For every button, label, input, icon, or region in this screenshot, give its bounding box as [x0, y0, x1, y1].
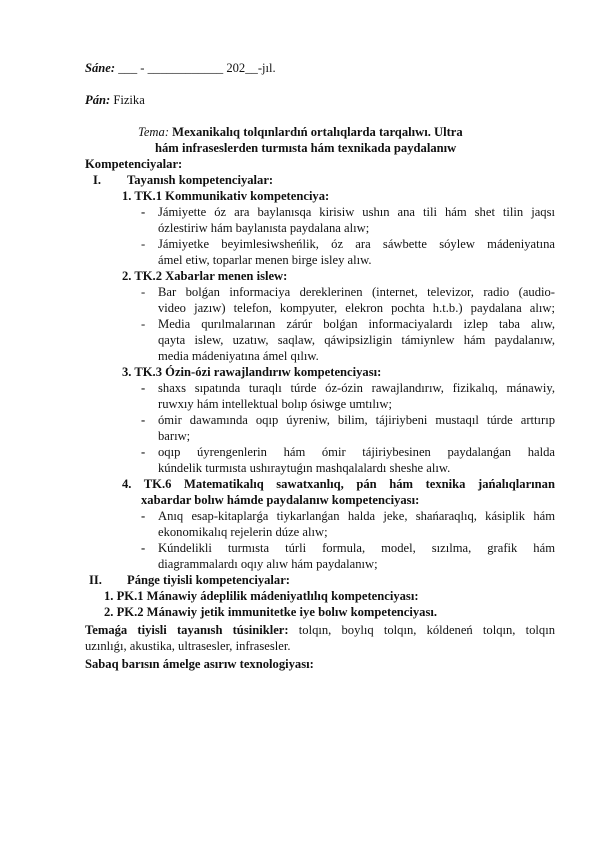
tk1-bullet2-line2: ámel etiw, toparlar menen birge isley alıw. [158, 253, 372, 267]
tk6-bullet2-line2: diagrammalardı oqıy alıw hám paydalanıw; [158, 557, 378, 571]
tk6-bullet1-line1: Anıq esap-kitaplarǵa tiykarlanǵan halda jeke, shańaraqlıq, kásiplik hám [158, 509, 555, 523]
bullet-dash: - [141, 237, 146, 251]
topic-line-2: hám infraseslerden turmısta hám texnikada paydalanıw [155, 141, 457, 155]
concepts-label: Temaǵa tiyisli tayanısh túsinikler: [85, 623, 289, 637]
section1-title: Tayanısh kompetenciyalar: [127, 173, 274, 187]
concepts-line2: uzınlıǵı, akustika, ultrasesler, infrasesler. [85, 639, 291, 653]
topic-label: Tema: [138, 125, 170, 139]
tk3-bullet2-line2: barıw; [158, 429, 191, 443]
tk2-bullet1-line1: Bar bolǵan informaciya dereklerinen (internet, televizor, radio (audio- [158, 285, 555, 299]
bullet-dash: - [141, 509, 146, 523]
tk1-bullet1-line1: Jámiyette óz ara baylanısqa kirisiw ushın ana tili hám shet tilin jaqsı [158, 205, 555, 219]
section1-number: I. [93, 173, 102, 187]
section2-number: II. [89, 573, 102, 587]
subject-line [85, 92, 145, 108]
date-label: Sáne: [85, 61, 116, 75]
concepts-text-1: tolqın, boylıq tolqın, kóldeneń tolqın, tolqın [288, 623, 555, 637]
tk6-bullet1-line2: ekonomikalıq rejelerin dúze alıw; [158, 525, 328, 539]
tk3-bullet3-line2: kúndelik turmısta ushıraytuǵın mashqalalardı sheshe alıw. [158, 461, 451, 475]
tk3-title: 3. TK.3 Ózin-ózi rawajlandırıw kompetenciyası: [122, 365, 382, 379]
tk6-title-line1: 4. TK.6 Matematikalıq sawatxanlıq, pán hám texnika jańalıqlarınan [122, 477, 555, 491]
bullet-dash: - [141, 285, 146, 299]
tk3-bullet1-line1: shaxs sıpatında turaqlı túrde óz-ózin rawajlandırıw, fizikalıq, mánawiy, [158, 381, 555, 395]
subject-label: Pán: [85, 93, 111, 107]
tk2-bullet1-line2: video jazıw) telefon, kompyuter, elekron pochta h.t.b.) paydalana alıw; [158, 301, 555, 315]
tk2-title: 2. TK.2 Xabarlar menen islew: [122, 269, 288, 283]
tk6-bullet2-line1: Kúndelikli turmısta túrli formula, model, sızılma, grafik hám [158, 541, 555, 555]
tk3-bullet1-line2: ruwxıy hám intellektual bolıp ósiwge umtılıw; [158, 397, 393, 411]
tk2-bullet2-line3: media mádeniyatına ámel qılıw. [158, 349, 319, 363]
date-value: ___ - ____________ 202__-jıl. [115, 61, 276, 75]
bullet-dash: - [141, 541, 146, 555]
bullet-dash: - [141, 445, 146, 459]
tk3-bullet3-line1: oqıp úyrengenlerin hám ómir tájiriybesinen paydalanǵan halda [158, 445, 555, 459]
bullet-dash: - [141, 205, 146, 219]
tk3-bullet2-line1: ómir dawamında oqıp úyreniw, bilim, tájiriybeni mustaqıl túrde arttırıp [158, 413, 555, 427]
competencies-heading: Kompetenciyalar: [85, 157, 183, 171]
topic-line-1 [138, 124, 463, 140]
tk1-bullet2-line1: Jámiyetke beyimlesiwsheńlik, óz ara sáwbette sóylew mádeniyatına [158, 237, 555, 251]
topic-text-1: Mexanikalıq tolqınlardıń ortalıqlarda tarqalıwı. Ultra [169, 125, 463, 139]
pk1-title: 1. PK.1 Mánawiy ádeplilik mádeniyatlılıq kompetenciyası: [104, 589, 419, 603]
tk2-bullet2-line1: Media qurılmalarınan zárúr bolǵan informaciyalardı izlep taba alıw, [158, 317, 555, 331]
section2-title: Pánge tiyisli kompetenciyalar: [127, 573, 290, 587]
tk6-title-line2: xabardar bolıw hámde paydalanıw kompetenciyası: [141, 493, 420, 507]
subject-value: Fizika [110, 93, 145, 107]
bullet-dash: - [141, 381, 146, 395]
tk1-bullet1-line2: ózlestiriw hám baylanısta paydalana alıw; [158, 221, 370, 235]
tk1-title: 1. TK.1 Kommunikativ kompetenciya: [122, 189, 330, 203]
date-line [85, 60, 276, 76]
bullet-dash: - [141, 413, 146, 427]
concepts-line1 [85, 622, 555, 638]
tk2-bullet2-line2: qayta islew, uzatıw, saqlaw, qáwipsizligin támiynlew hám paydalanıw, [158, 333, 555, 347]
pk2-title: 2. PK.2 Mánawiy jetik immunitetke iye bolıw kompetenciyası. [104, 605, 438, 619]
bullet-dash: - [141, 317, 146, 331]
technology-heading: Sabaq barısın ámelge asırıw texnologiyası: [85, 657, 314, 671]
